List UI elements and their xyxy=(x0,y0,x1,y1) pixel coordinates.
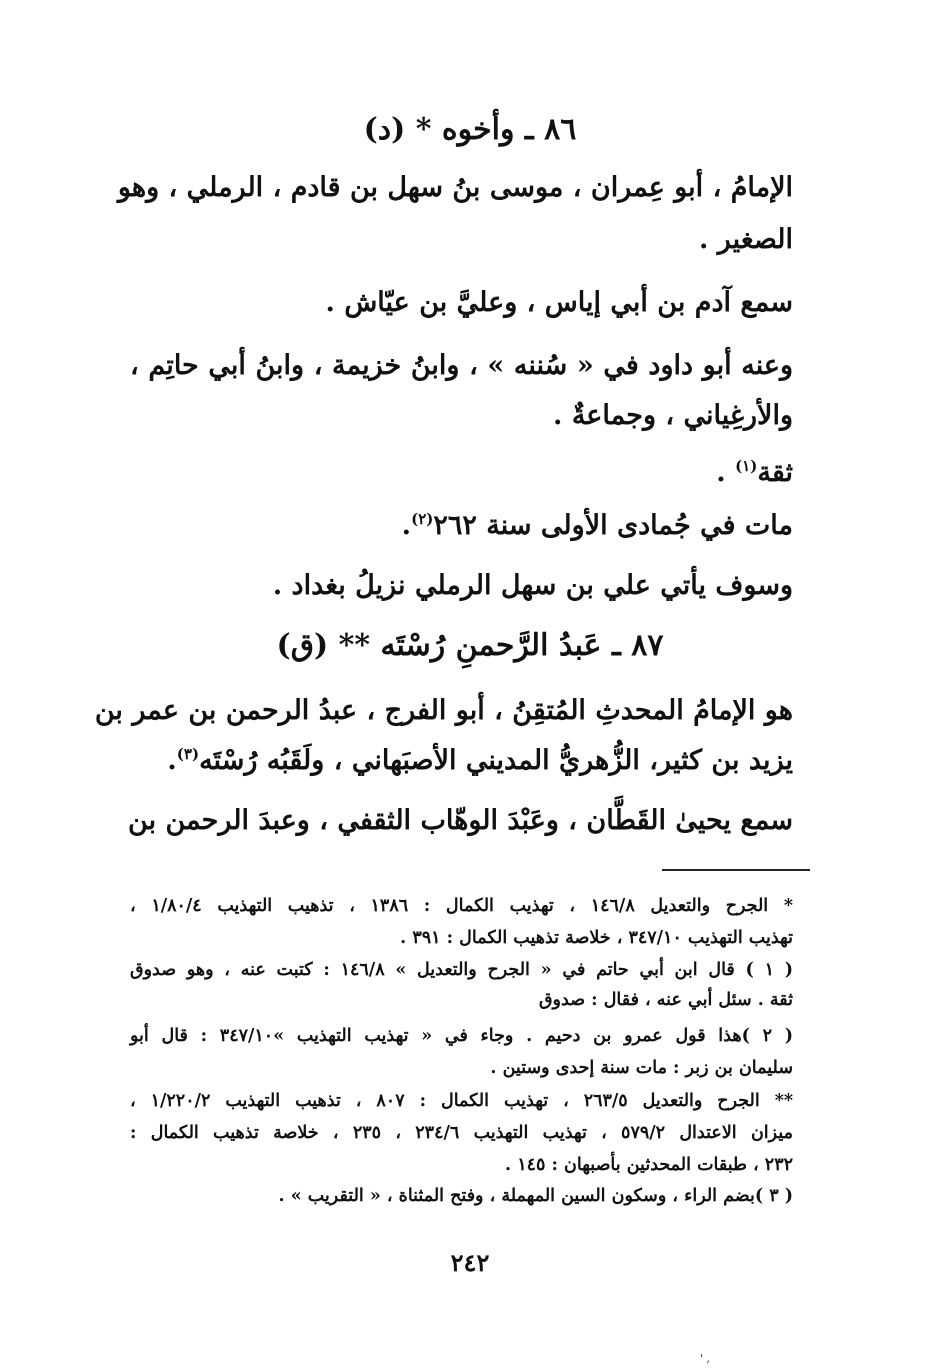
footnote-line-2: تهذيب التهذيب ٣٤٧/١٠ ، خلاصة تذهيب الكمال : ٣٩١ . xyxy=(400,928,793,948)
footnote-line-1: * الجرح والتعديل ١٤٦/٨ ، تهذيب الكمال : ١٣٨٦ ، تذهيب التهذيب ١/٨٠/٤ ، xyxy=(130,896,793,916)
footnote-line-8: ميزان الاعتدال ٥٧٩/٢ ، تهذيب التهذيب ٢٣٤/٦ ، ٢٣٥ ، خلاصة تذهيب الكمال : xyxy=(130,1123,793,1143)
footnote-line-6: سليمان بن زبر : مات سنة إحدى وستين . xyxy=(490,1058,793,1078)
entry-86-line-3: سمع آدم بن أبي إياس ، وعليَّ بن عيّاش . xyxy=(325,287,793,318)
rusta-text: يزيد بن كثير، الزُّهريُّ المديني الأصبَهاني ، ولَقَبُه رُسْتَه xyxy=(199,745,793,776)
entry-86-line-1: الإمامُ ، أبو عِمران ، موسى بنُ سهل بن قادم ، الرملي ، وهو xyxy=(117,172,793,203)
entry-86-line-6 xyxy=(130,457,793,488)
scan-speck: ' , xyxy=(700,1352,711,1365)
entry-87-line-1: هو الإمامُ المحدثِ المُتقِنُ ، أبو الفرج ، عبدُ الرحمن بن عمر بن xyxy=(94,695,793,726)
footnote-line-9: ٢٣٢ ، طبقات المحدثين بأصبهان : ١٤٥ . xyxy=(505,1155,793,1175)
entry-87-line-2 xyxy=(130,745,793,776)
footnote-mark-3: (٣) xyxy=(176,745,200,763)
footnote-line-10: ( ٣ )بضم الراء ، وسكون السين المهملة ، وفتح المثناة ، « التقريب » . xyxy=(278,1186,793,1206)
entry-86-line-8: وسوف يأتي علي بن سهل الرملي نزيلُ بغداد . xyxy=(272,570,793,601)
footnote-line-4: ثقة . سئل أبي عنه ، فقال : صدوق xyxy=(538,990,793,1010)
death-text: مات في جُمادى الأولى سنة ٢٦٢ xyxy=(433,510,793,541)
entry-86-line-2: الصغير . xyxy=(698,224,793,255)
entry-86-line-4: وعنه أبو داود في « سُننه » ، وابنُ خزيمة ، وابنُ أبي حاتِم ، xyxy=(130,350,793,381)
footnote-line-3: ( ١ ) قال ابن أبي حاتم في « الجرح والتعديل » ١٤٦/٨ : كتبت عنه ، وهو صدوق xyxy=(130,960,794,980)
entry-86-heading: ٨٦ ـ وأخوه * (د) xyxy=(363,112,577,147)
entry-87-line-3: سمع يحيىٰ القَطَّان ، وعَبْدَ الوهّاب الثقفي ، وعبدَ الرحمن بن xyxy=(128,805,793,836)
entry-87-heading: ٨٧ ـ عَبدُ الرَّحمنِ رُسْتَه ** (ق) xyxy=(276,628,664,663)
footnote-mark-1: (١) xyxy=(735,457,758,475)
thiqa-period: . xyxy=(716,457,736,488)
thiqa-text: ثقة xyxy=(757,457,793,488)
footnote-line-5: ( ٢ )هذا قول عمرو بن دحيم . وجاء في « تهذيب التهذيب »٣٤٧/١٠ : قال أبو xyxy=(130,1026,793,1046)
entry-86-line-7 xyxy=(130,510,793,541)
entry-86-line-5: والأرغِياني ، وجماعةٌ . xyxy=(553,400,793,431)
footnote-line-7: ** الجرح والتعديل ٢٦٣/٥ ، تهذيب الكمال : ٨٠٧ ، تذهيب التهذيب ١/٢٢٠/٢ ، xyxy=(130,1091,793,1111)
death-period: . xyxy=(401,510,412,541)
footnote-separator xyxy=(662,869,810,871)
footnote-mark-2: (٢) xyxy=(411,510,434,528)
page-number: ٢٤٢ xyxy=(450,1248,490,1277)
rusta-period: . xyxy=(167,745,177,776)
